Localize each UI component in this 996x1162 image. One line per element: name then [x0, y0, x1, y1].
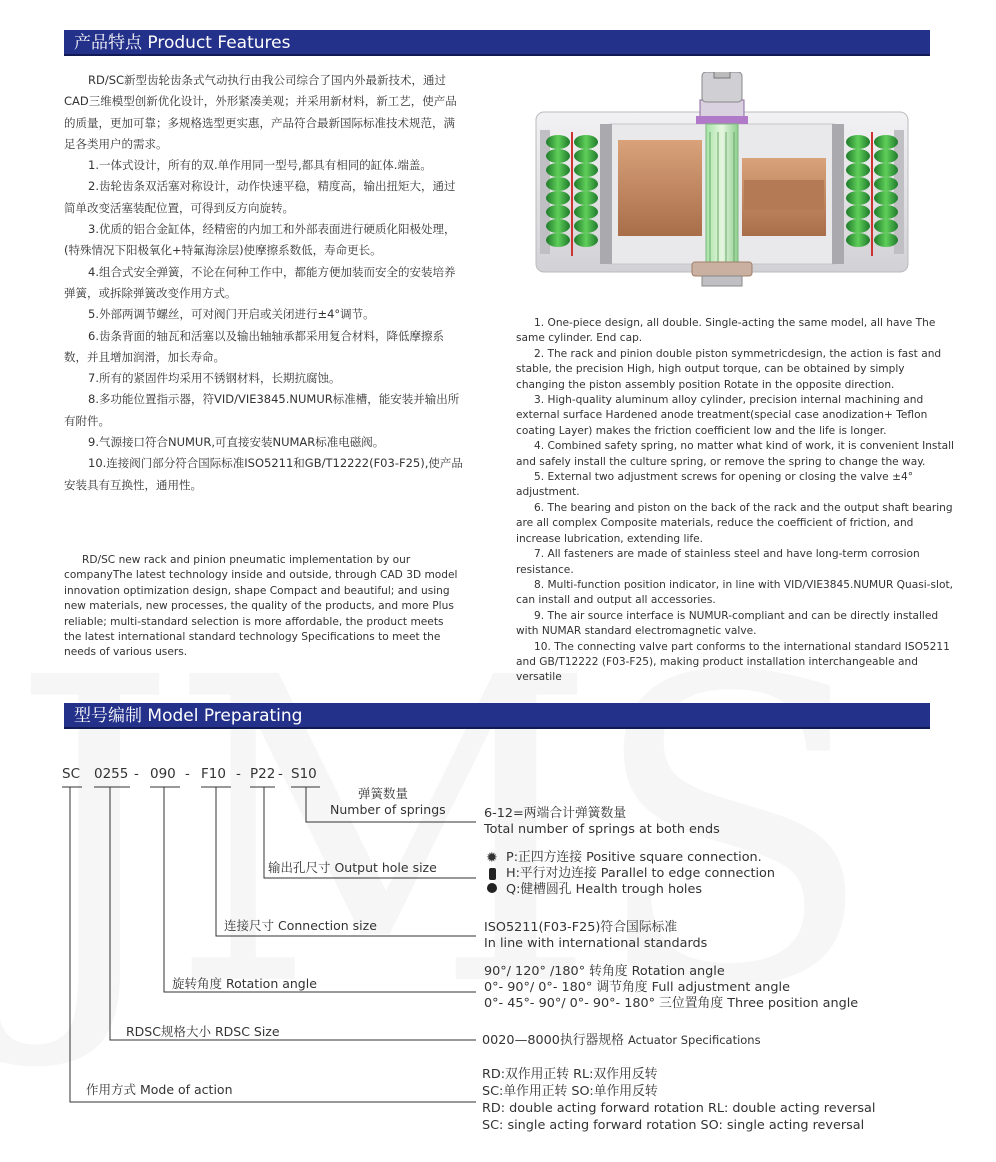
desc-size-cn: 执行器规格: [559, 1033, 624, 1048]
en-point-4: 4. Combined safety spring, no matter what kind of work, it is convenient Install and safely install the culture spring, or remove the spring to change the way.: [516, 440, 954, 468]
label-springs-en: Number of springs: [330, 802, 446, 817]
label-output-hole: 输出孔尺寸 Output hole size: [268, 860, 437, 875]
cn-point-3: 3.优质的铝合金缸体，经精密的内加工和外部表面进行硬质化阳极处理，(特殊情况下阳极氧化+特氟海涂层)使摩擦系数低，寿命更长。: [64, 222, 456, 258]
desc-angle-3: 0°- 45°- 90°/ 0°- 90°- 180° 三位置角度 Three position angle: [484, 996, 859, 1011]
desc-flange-en: In line with international standards: [484, 936, 708, 951]
desc-size: [482, 1032, 761, 1049]
code-sep-3: -: [236, 766, 241, 782]
cn-point-8: 8.多功能位置指示器，符VID/VIE3845.NUMUR标准槽，能安装并输出所有附件。: [64, 392, 460, 428]
cn-point-6: 6.齿条背面的轴瓦和活塞以及输出轴轴承都采用复合材料，降低摩擦系数，并且增加润滑，加长寿命。: [64, 328, 444, 364]
en-point-3: 3. High-quality aluminum alloy cylinder, precision internal machining and external surface Hardened anode treatment(special case anodization+ Teflon coating Layer) makes the friction coefficient low and the life is longer.: [516, 394, 928, 437]
desc-action-2: SC:单作用正转 SO:单作用反转: [482, 1084, 658, 1099]
code-sep-2: -: [185, 766, 190, 782]
cn-point-10: 10.连接阀门部分符合国际标准ISO5211和GB/T12222(F03-F25),使产品安装具有互换性，通用性。: [64, 456, 463, 492]
en-point-9: 9. The air source interface is NUMUR-compliant and can be directly installed with NUMAR standard electromagnetic valve.: [516, 609, 939, 638]
desc-angle-1: 90°/ 120° /180° 转角度 Rotation angle: [484, 964, 725, 979]
desc-springs-cn: 6-12=两端合计弹簧数量: [484, 806, 627, 821]
code-flange: F10: [201, 766, 226, 782]
desc-flange-cn: ISO5211(F03-F25)符合国际标准: [484, 920, 678, 935]
label-connection-size: 连接尺寸 Connection size: [224, 918, 377, 933]
desc-hole-h: H:平行对边连接 Parallel to edge connection: [506, 866, 775, 881]
code-springs: S10: [291, 766, 317, 782]
label-rotation-angle: 旋转角度 Rotation angle: [172, 976, 317, 991]
cn-point-9: 9.气源接口符合NUMUR,可直接安装NUMAR标准电磁阀。: [88, 435, 385, 450]
cn-point-4: 4.组合式安全弹簧，不论在何种工作中，都能方便加装而安全的安装培养弹簧，或拆除弹簧改变作用方式。: [64, 264, 456, 300]
en-point-6: 6. The bearing and piston on the back of the rack and the output shaft bearing are all complex Composite materials, reduce the coefficient of friction, and increase lubrication, extending life.: [516, 501, 953, 545]
label-mode-of-action: 作用方式 Mode of action: [86, 1082, 233, 1097]
cn-point-5: 5.外部两调节螺丝，可对阀门开启或关闭进行±4°调节。: [88, 307, 375, 322]
model-preparating-heading: 型号编制 Model Preparating: [64, 703, 930, 729]
desc-springs: [484, 806, 720, 838]
en-point-1: 1. One-piece design, all double. Single-acting the same model, all have The same cylinder. End cap.: [516, 317, 936, 345]
code-sep-1: -: [134, 766, 139, 782]
code-size: 0255: [94, 766, 129, 782]
desc-output-hole: [484, 850, 775, 898]
en-point-2: 2. The rack and pinion double piston symmetricdesign, the action is fast and stable, the precision High, high output torque, can be obtained by simply changing the piston assembly position Rotate in the opposite direction.: [516, 347, 942, 391]
desc-action-1: RD:双作用正转 RL:双作用反转: [482, 1067, 658, 1082]
en-point-10: 10. The connecting valve part conforms to the international standard ISO5211 and GB/T12222 (F03-F25), making product installation interchangeable and versatile: [516, 640, 950, 684]
cn-point-1: 1.一体式设计，所有的双.单作用同一型号,都具有相同的缸体.端盖。: [88, 158, 432, 173]
desc-springs-en: Total number of springs at both ends: [484, 822, 720, 837]
desc-hole-p: P:正四方连接 Positive square connection.: [506, 850, 762, 865]
code-hole: P22: [250, 766, 276, 782]
code-angle: 090: [150, 766, 176, 782]
desc-action-4: SC: single acting forward rotation SO: single acting reversal: [482, 1118, 865, 1133]
product-features-heading: 产品特点 Product Features: [64, 30, 930, 56]
label-springs-cn: 弹簧数量: [358, 786, 409, 801]
desc-angle-2: 0°- 90°/ 0°- 180° 调节角度 Full adjustment angle: [484, 980, 790, 995]
en-point-5: 5. External two adjustment screws for opening or closing the valve ±4° adjustment.: [516, 471, 913, 499]
en-intro: RD/SC new rack and pinion pneumatic implementation by our companyThe latest technology inside and outside, through CAD 3D model innovation optimization design, shape Compact and beautiful; and using new materials, new processes, the quality of the products, and more Plus reliable; multi-standard selection is more affordable, the product meets the latest international standard technology Specifications to meet the needs of various users.: [64, 554, 458, 659]
desc-connection: [484, 920, 707, 952]
code-sc: SC: [62, 766, 80, 782]
desc-action-3: RD: double acting forward rotation RL: double acting reversal: [482, 1101, 876, 1116]
label-rdsc-size: RDSC规格大小 RDSC Size: [126, 1024, 280, 1039]
parallel-edge-icon: [489, 868, 496, 880]
en-point-8: 8. Multi-function position indicator, in line with VID/VIE3845.NUMUR Quasi-slot, can install and output all accessories.: [516, 578, 953, 607]
desc-action: [482, 1066, 875, 1134]
code-sep-4: -: [278, 766, 283, 782]
desc-size-en: Actuator Specifications: [628, 1033, 761, 1047]
en-point-7: 7. All fasteners are made of stainless steel and have long-term corrosion resistance.: [516, 548, 920, 576]
desc-rotation: [484, 964, 858, 1012]
desc-hole-q: Q:健槽圆孔 Health trough holes: [506, 882, 703, 897]
cn-intro: RD/SC新型齿轮齿条式气动执行由我公司综合了国内外最新技术，通过CAD三维模型创新优化设计，外形紧凑美观；并采用新材料，新工艺，使产品的质量，更加可靠；多规格选型更实惠，产品符合最新国际标准技术规范，满足各类用户的需求。: [64, 73, 457, 151]
cn-point-2: 2.齿轮齿条双活塞对称设计，动作快速平稳，精度高，输出扭矩大，通过简单改变活塞装配位置，可得到反方向旋转。: [64, 179, 456, 215]
cn-point-7: 7.所有的紧固件均采用不锈钢材料，长期抗腐蚀。: [88, 371, 341, 386]
desc-size-range: 0020—8000: [482, 1033, 560, 1048]
keyway-hole-icon: [487, 883, 497, 893]
square-gear-icon: ✹: [486, 850, 498, 866]
